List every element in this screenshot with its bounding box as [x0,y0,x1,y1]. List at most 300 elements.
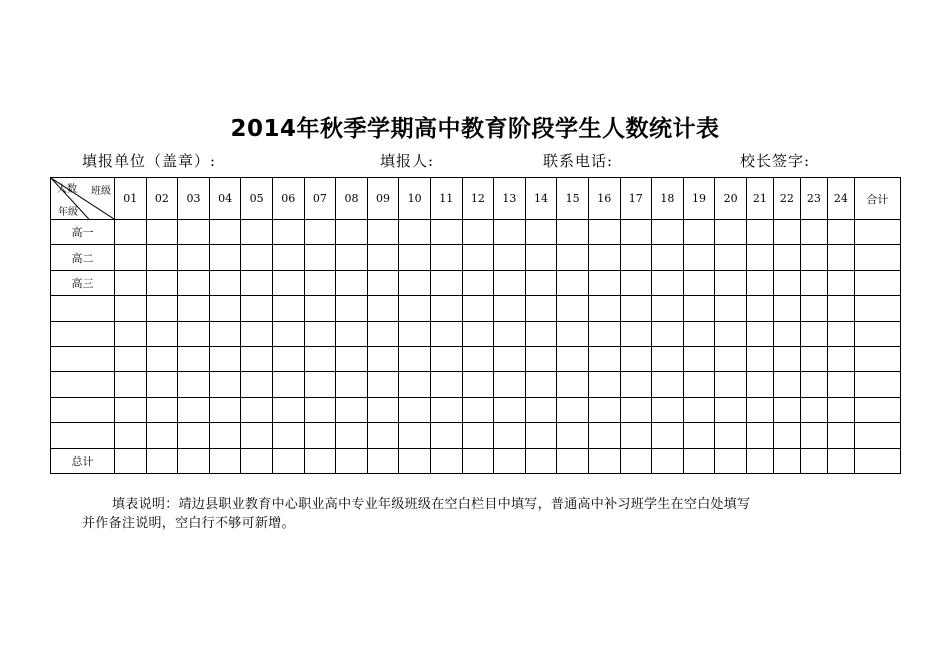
data-cell[interactable] [800,321,827,346]
data-cell[interactable] [462,346,494,371]
data-cell[interactable] [652,321,684,346]
column-header: 10 [399,178,431,220]
data-cell[interactable] [715,346,747,371]
data-cell[interactable] [336,346,368,371]
data-cell[interactable] [588,423,620,448]
data-cell[interactable] [462,321,494,346]
data-cell[interactable] [367,245,399,270]
data-cell[interactable] [620,397,652,422]
data-cell[interactable] [557,270,589,295]
data-cell[interactable] [827,270,854,295]
data-cell[interactable] [241,220,273,245]
data-cell[interactable] [773,321,800,346]
data-cell[interactable] [115,220,147,245]
data-cell[interactable] [773,245,800,270]
data-cell[interactable] [715,296,747,321]
row-label [51,296,115,321]
data-cell[interactable] [304,296,336,321]
data-cell[interactable] [399,423,431,448]
table-row [51,423,901,448]
table-row [51,321,901,346]
data-cell[interactable] [827,296,854,321]
data-cell[interactable] [146,397,178,422]
column-header: 11 [430,178,462,220]
corner-people-label: 人数 [57,184,77,195]
data-cell[interactable] [209,423,241,448]
data-cell[interactable] [494,346,526,371]
data-cell[interactable] [494,448,526,473]
data-cell[interactable] [146,270,178,295]
column-header: 24 [827,178,854,220]
data-cell[interactable] [652,296,684,321]
data-cell[interactable] [115,346,147,371]
data-cell[interactable] [462,448,494,473]
data-cell[interactable] [146,220,178,245]
data-cell[interactable] [773,448,800,473]
data-cell[interactable] [146,423,178,448]
data-cell[interactable] [209,346,241,371]
column-header: 17 [620,178,652,220]
data-cell[interactable] [462,220,494,245]
data-cell[interactable] [800,270,827,295]
data-cell[interactable] [557,346,589,371]
data-cell[interactable] [178,372,210,397]
data-cell[interactable] [399,296,431,321]
data-cell[interactable] [557,423,589,448]
data-cell[interactable] [557,296,589,321]
data-cell[interactable] [304,220,336,245]
column-header: 15 [557,178,589,220]
data-cell[interactable] [800,372,827,397]
data-cell[interactable] [620,245,652,270]
data-cell[interactable] [178,448,210,473]
data-cell[interactable] [525,321,557,346]
data-cell[interactable] [620,372,652,397]
data-cell[interactable] [399,397,431,422]
data-cell[interactable] [683,296,715,321]
data-cell[interactable] [773,220,800,245]
data-cell[interactable] [683,245,715,270]
data-cell[interactable] [652,423,684,448]
data-cell[interactable] [854,423,900,448]
corner-class-label: 班级 [91,186,111,197]
data-cell[interactable] [430,220,462,245]
data-cell[interactable] [683,372,715,397]
data-cell[interactable] [588,321,620,346]
data-cell[interactable] [399,270,431,295]
data-cell[interactable] [588,372,620,397]
data-cell[interactable] [399,346,431,371]
data-cell[interactable] [557,397,589,422]
data-cell[interactable] [336,321,368,346]
data-cell[interactable] [557,448,589,473]
data-cell[interactable] [272,321,304,346]
row-label [51,372,115,397]
data-cell[interactable] [241,346,273,371]
data-cell[interactable] [336,397,368,422]
column-header: 09 [367,178,399,220]
data-cell[interactable] [620,321,652,346]
corner-cell [51,178,115,220]
column-header: 03 [178,178,210,220]
data-cell[interactable] [773,346,800,371]
data-cell[interactable] [854,270,900,295]
data-cell[interactable] [462,423,494,448]
data-cell[interactable] [525,372,557,397]
data-cell[interactable] [336,296,368,321]
data-cell[interactable] [525,270,557,295]
data-cell[interactable] [367,321,399,346]
data-cell[interactable] [715,270,747,295]
column-header: 12 [462,178,494,220]
unit-label: 填报单位（盖章）: [82,152,217,170]
data-cell[interactable] [494,372,526,397]
data-cell[interactable] [746,245,773,270]
data-cell[interactable] [367,372,399,397]
data-cell[interactable] [462,270,494,295]
data-cell[interactable] [146,448,178,473]
data-cell[interactable] [178,397,210,422]
column-header: 13 [494,178,526,220]
data-cell[interactable] [209,245,241,270]
data-cell[interactable] [209,448,241,473]
table-body [51,220,901,474]
data-cell[interactable] [178,245,210,270]
data-cell[interactable] [588,296,620,321]
data-cell[interactable] [715,423,747,448]
data-cell[interactable] [462,296,494,321]
data-cell[interactable] [367,397,399,422]
data-cell[interactable] [827,448,854,473]
data-cell[interactable] [336,220,368,245]
data-cell[interactable] [620,423,652,448]
data-cell[interactable] [588,245,620,270]
data-cell[interactable] [494,423,526,448]
data-cell[interactable] [336,245,368,270]
data-cell[interactable] [462,372,494,397]
data-cell[interactable] [272,372,304,397]
data-cell[interactable] [209,220,241,245]
data-cell[interactable] [241,296,273,321]
data-cell[interactable] [854,245,900,270]
data-cell[interactable] [241,423,273,448]
data-cell[interactable] [304,321,336,346]
data-cell[interactable] [272,423,304,448]
data-cell[interactable] [367,346,399,371]
data-cell[interactable] [304,346,336,371]
data-cell[interactable] [525,397,557,422]
data-cell[interactable] [827,321,854,346]
data-cell[interactable] [115,448,147,473]
data-cell[interactable] [494,321,526,346]
data-cell[interactable] [399,220,431,245]
data-cell[interactable] [494,270,526,295]
data-cell[interactable] [494,220,526,245]
data-cell[interactable] [854,321,900,346]
data-cell[interactable] [620,448,652,473]
data-cell[interactable] [367,220,399,245]
data-cell[interactable] [800,346,827,371]
data-cell[interactable] [715,448,747,473]
data-cell[interactable] [367,448,399,473]
data-cell[interactable] [800,423,827,448]
data-cell[interactable] [241,270,273,295]
column-header: 02 [146,178,178,220]
data-cell[interactable] [115,397,147,422]
column-header: 22 [773,178,800,220]
data-cell[interactable] [430,372,462,397]
data-cell[interactable] [715,372,747,397]
data-cell[interactable] [209,296,241,321]
data-cell[interactable] [241,321,273,346]
data-cell[interactable] [715,245,747,270]
data-cell[interactable] [854,220,900,245]
data-cell[interactable] [272,448,304,473]
data-cell[interactable] [304,372,336,397]
phone-label: 联系电话: [543,152,614,170]
data-cell[interactable] [683,321,715,346]
data-cell[interactable] [715,321,747,346]
column-header: 16 [588,178,620,220]
data-cell[interactable] [827,346,854,371]
column-header: 14 [525,178,557,220]
column-header: 合计 [854,178,900,220]
data-cell[interactable] [588,220,620,245]
data-cell[interactable] [115,423,147,448]
data-cell[interactable] [272,270,304,295]
data-cell[interactable] [367,423,399,448]
row-label [51,397,115,422]
data-cell[interactable] [525,296,557,321]
column-header: 01 [115,178,147,220]
data-cell[interactable] [241,397,273,422]
data-cell[interactable] [557,220,589,245]
data-cell[interactable] [241,448,273,473]
data-cell[interactable] [854,346,900,371]
data-cell[interactable] [827,220,854,245]
row-label: 高三 [51,270,115,295]
data-cell[interactable] [272,397,304,422]
data-cell[interactable] [178,220,210,245]
data-cell[interactable] [178,321,210,346]
data-cell[interactable] [683,448,715,473]
column-header: 04 [209,178,241,220]
data-cell[interactable] [746,346,773,371]
data-cell[interactable] [715,397,747,422]
data-cell[interactable] [827,397,854,422]
data-cell[interactable] [652,397,684,422]
data-cell[interactable] [336,448,368,473]
data-cell[interactable] [773,423,800,448]
data-cell[interactable] [367,296,399,321]
data-cell[interactable] [430,346,462,371]
column-header: 20 [715,178,747,220]
data-cell[interactable] [620,270,652,295]
data-cell[interactable] [430,245,462,270]
data-cell[interactable] [588,397,620,422]
data-cell[interactable] [209,397,241,422]
data-cell[interactable] [525,423,557,448]
data-cell[interactable] [588,346,620,371]
data-cell[interactable] [399,321,431,346]
data-cell[interactable] [494,296,526,321]
data-cell[interactable] [115,372,147,397]
fill-instructions [82,495,882,533]
data-cell[interactable] [399,448,431,473]
data-cell[interactable] [178,296,210,321]
data-cell[interactable] [557,372,589,397]
corner-grade-label: 年级 [58,207,78,218]
data-cell[interactable] [178,423,210,448]
data-cell[interactable] [746,397,773,422]
data-cell[interactable] [525,448,557,473]
data-cell[interactable] [336,423,368,448]
data-cell[interactable] [336,372,368,397]
data-cell[interactable] [557,245,589,270]
data-cell[interactable] [304,397,336,422]
data-cell[interactable] [773,372,800,397]
table-row [51,270,901,295]
data-cell[interactable] [746,372,773,397]
data-cell[interactable] [652,270,684,295]
data-cell[interactable] [209,321,241,346]
data-cell[interactable] [854,372,900,397]
data-cell[interactable] [430,296,462,321]
data-cell[interactable] [115,296,147,321]
data-cell[interactable] [827,423,854,448]
table-row [51,448,901,473]
column-header: 07 [304,178,336,220]
data-cell[interactable] [494,245,526,270]
data-cell[interactable] [525,346,557,371]
table-row [51,397,901,422]
data-cell[interactable] [241,372,273,397]
data-cell[interactable] [746,448,773,473]
data-cell[interactable] [652,220,684,245]
data-cell[interactable] [462,245,494,270]
page-title: 2014年秋季学期高中教育阶段学生人数统计表 [230,116,720,142]
data-cell[interactable] [800,220,827,245]
data-cell[interactable] [683,346,715,371]
data-cell[interactable] [209,372,241,397]
note-line-1: 填表说明：靖边县职业教育中心职业高中专业年级班级在空白栏目中填写，普通高中补习班学生在空白处填写 [112,497,751,512]
data-cell[interactable] [304,270,336,295]
data-cell[interactable] [115,270,147,295]
table-row [51,220,901,245]
data-cell[interactable] [620,346,652,371]
data-cell[interactable] [683,397,715,422]
data-cell[interactable] [430,423,462,448]
data-cell[interactable] [209,270,241,295]
data-cell[interactable] [800,296,827,321]
data-cell[interactable] [746,296,773,321]
data-cell[interactable] [115,321,147,346]
data-cell[interactable] [272,296,304,321]
data-cell[interactable] [462,397,494,422]
data-cell[interactable] [272,220,304,245]
row-label: 高一 [51,220,115,245]
data-cell[interactable] [146,245,178,270]
header-row [51,178,901,220]
data-cell[interactable] [652,245,684,270]
table-row [51,245,901,270]
data-cell[interactable] [588,270,620,295]
data-cell[interactable] [588,448,620,473]
data-cell[interactable] [683,270,715,295]
data-cell[interactable] [430,397,462,422]
data-cell[interactable] [399,245,431,270]
data-cell[interactable] [399,372,431,397]
column-header: 08 [336,178,368,220]
data-cell[interactable] [652,448,684,473]
data-cell[interactable] [683,220,715,245]
data-cell[interactable] [800,245,827,270]
filler-label: 填报人: [380,152,435,170]
data-cell[interactable] [620,296,652,321]
data-cell[interactable] [115,245,147,270]
data-cell[interactable] [146,321,178,346]
data-cell[interactable] [773,296,800,321]
data-cell[interactable] [367,270,399,295]
data-cell[interactable] [146,346,178,371]
row-label [51,346,115,371]
data-cell[interactable] [746,321,773,346]
data-cell[interactable] [304,423,336,448]
data-cell[interactable] [430,448,462,473]
data-cell[interactable] [800,397,827,422]
data-cell[interactable] [683,423,715,448]
data-cell[interactable] [336,270,368,295]
data-cell[interactable] [620,220,652,245]
data-cell[interactable] [746,423,773,448]
data-cell[interactable] [430,270,462,295]
row-label: 高二 [51,245,115,270]
data-cell[interactable] [773,270,800,295]
data-cell[interactable] [430,321,462,346]
data-cell[interactable] [652,346,684,371]
data-cell[interactable] [146,372,178,397]
data-cell[interactable] [272,346,304,371]
data-cell[interactable] [304,448,336,473]
data-cell[interactable] [304,245,336,270]
data-cell[interactable] [800,448,827,473]
data-cell[interactable] [146,296,178,321]
data-cell[interactable] [178,346,210,371]
data-cell[interactable] [494,397,526,422]
column-header: 18 [652,178,684,220]
data-cell[interactable] [557,321,589,346]
data-cell[interactable] [827,245,854,270]
data-cell[interactable] [827,372,854,397]
column-header: 21 [746,178,773,220]
data-cell[interactable] [715,220,747,245]
column-header: 19 [683,178,715,220]
data-cell[interactable] [178,270,210,295]
data-cell[interactable] [746,270,773,295]
data-cell[interactable] [652,372,684,397]
data-cell[interactable] [241,245,273,270]
data-cell[interactable] [525,245,557,270]
data-cell[interactable] [272,245,304,270]
data-cell[interactable] [854,296,900,321]
data-cell[interactable] [773,397,800,422]
principal-label: 校长签字: [740,152,811,170]
data-cell[interactable] [854,397,900,422]
data-cell[interactable] [854,448,900,473]
data-cell[interactable] [746,220,773,245]
table-row [51,346,901,371]
data-cell[interactable] [525,220,557,245]
